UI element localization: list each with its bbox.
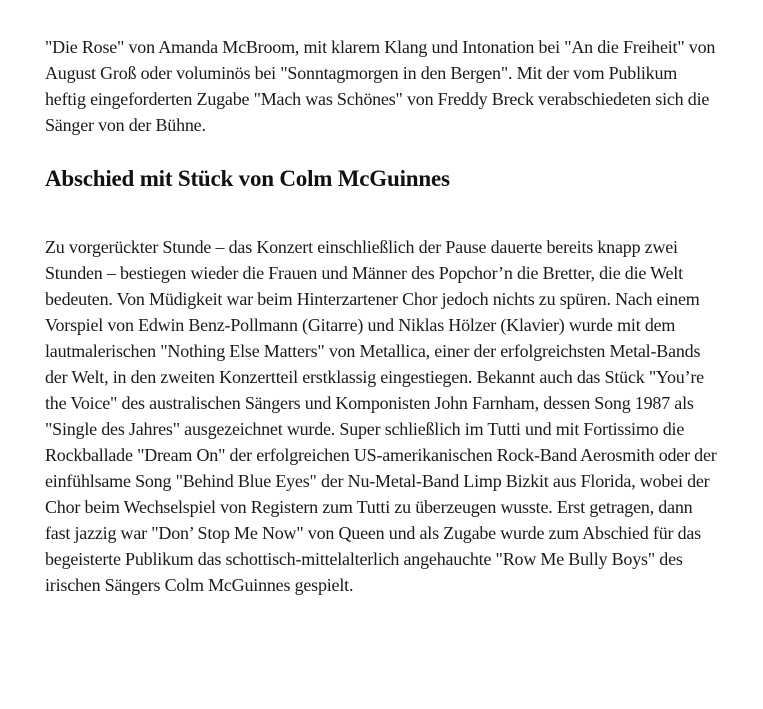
section-heading: Abschied mit Stück von Colm McGuinnes <box>45 166 450 191</box>
article-paragraph-intro: "Die Rose" von Amanda McBroom, mit klarem Klang und Intonation bei "An die Freiheit" von August Groß oder voluminös bei "Sonntagmorgen in den Bergen". Mit der vom Publikum heftig eingeforderten Zugabe "Mach was Schönes" von Freddy Breck verabschiedeten sich die Sänger von der Bühne. <box>45 37 716 135</box>
article-paragraph-main: Zu vorgerückter Stunde – das Konzert einschließlich der Pause dauerte bereits knapp zwei Stunden – bestiegen wieder die Frauen und Männer des Popchor’n die Bretter, die die Welt bedeuten. Von Müdigkeit war beim Hinterzartener Chor jedoch nichts zu spüren. Nach einem Vorspiel von Edwin Benz-Pollmann (Gitarre) und Niklas Hölzer (Klavier) wurde mit dem lautmalerischen "Nothing Else Matters" von Metallica, einer der erfolgreichsten Metal-Bands der Welt, in den zweiten Konzertteil erstklassig eingestiegen. Bekannt auch das Stück "You’re the Voice" des australischen Sängers und Komponisten John Farnham, dessen Song 1987 als "Single des Jahres" ausgezeichnet wurde. Super schließlich im Tutti und mit Fortissimo die Rockballade "Dream On" der erfolgreichen US-amerikanischen Rock-Band Aerosmith oder der einfühlsame Song "Behind Blue Eyes" der Nu-Metal-Band Limp Bizkit aus Florida, wobei der Chor beim Wechselspiel von Registern zum Tutti zu überzeugen wusste. Erst getragen, dann fast jazzig war "Don’ Stop Me Now" von Queen und als Zugabe wurde zum Abschied für das begeisterte Publikum das schottisch-mittelalterlich angehauchte "Row Me Bully Boys" des irischen Sängers Colm McGuinnes gespielt. <box>45 237 717 595</box>
